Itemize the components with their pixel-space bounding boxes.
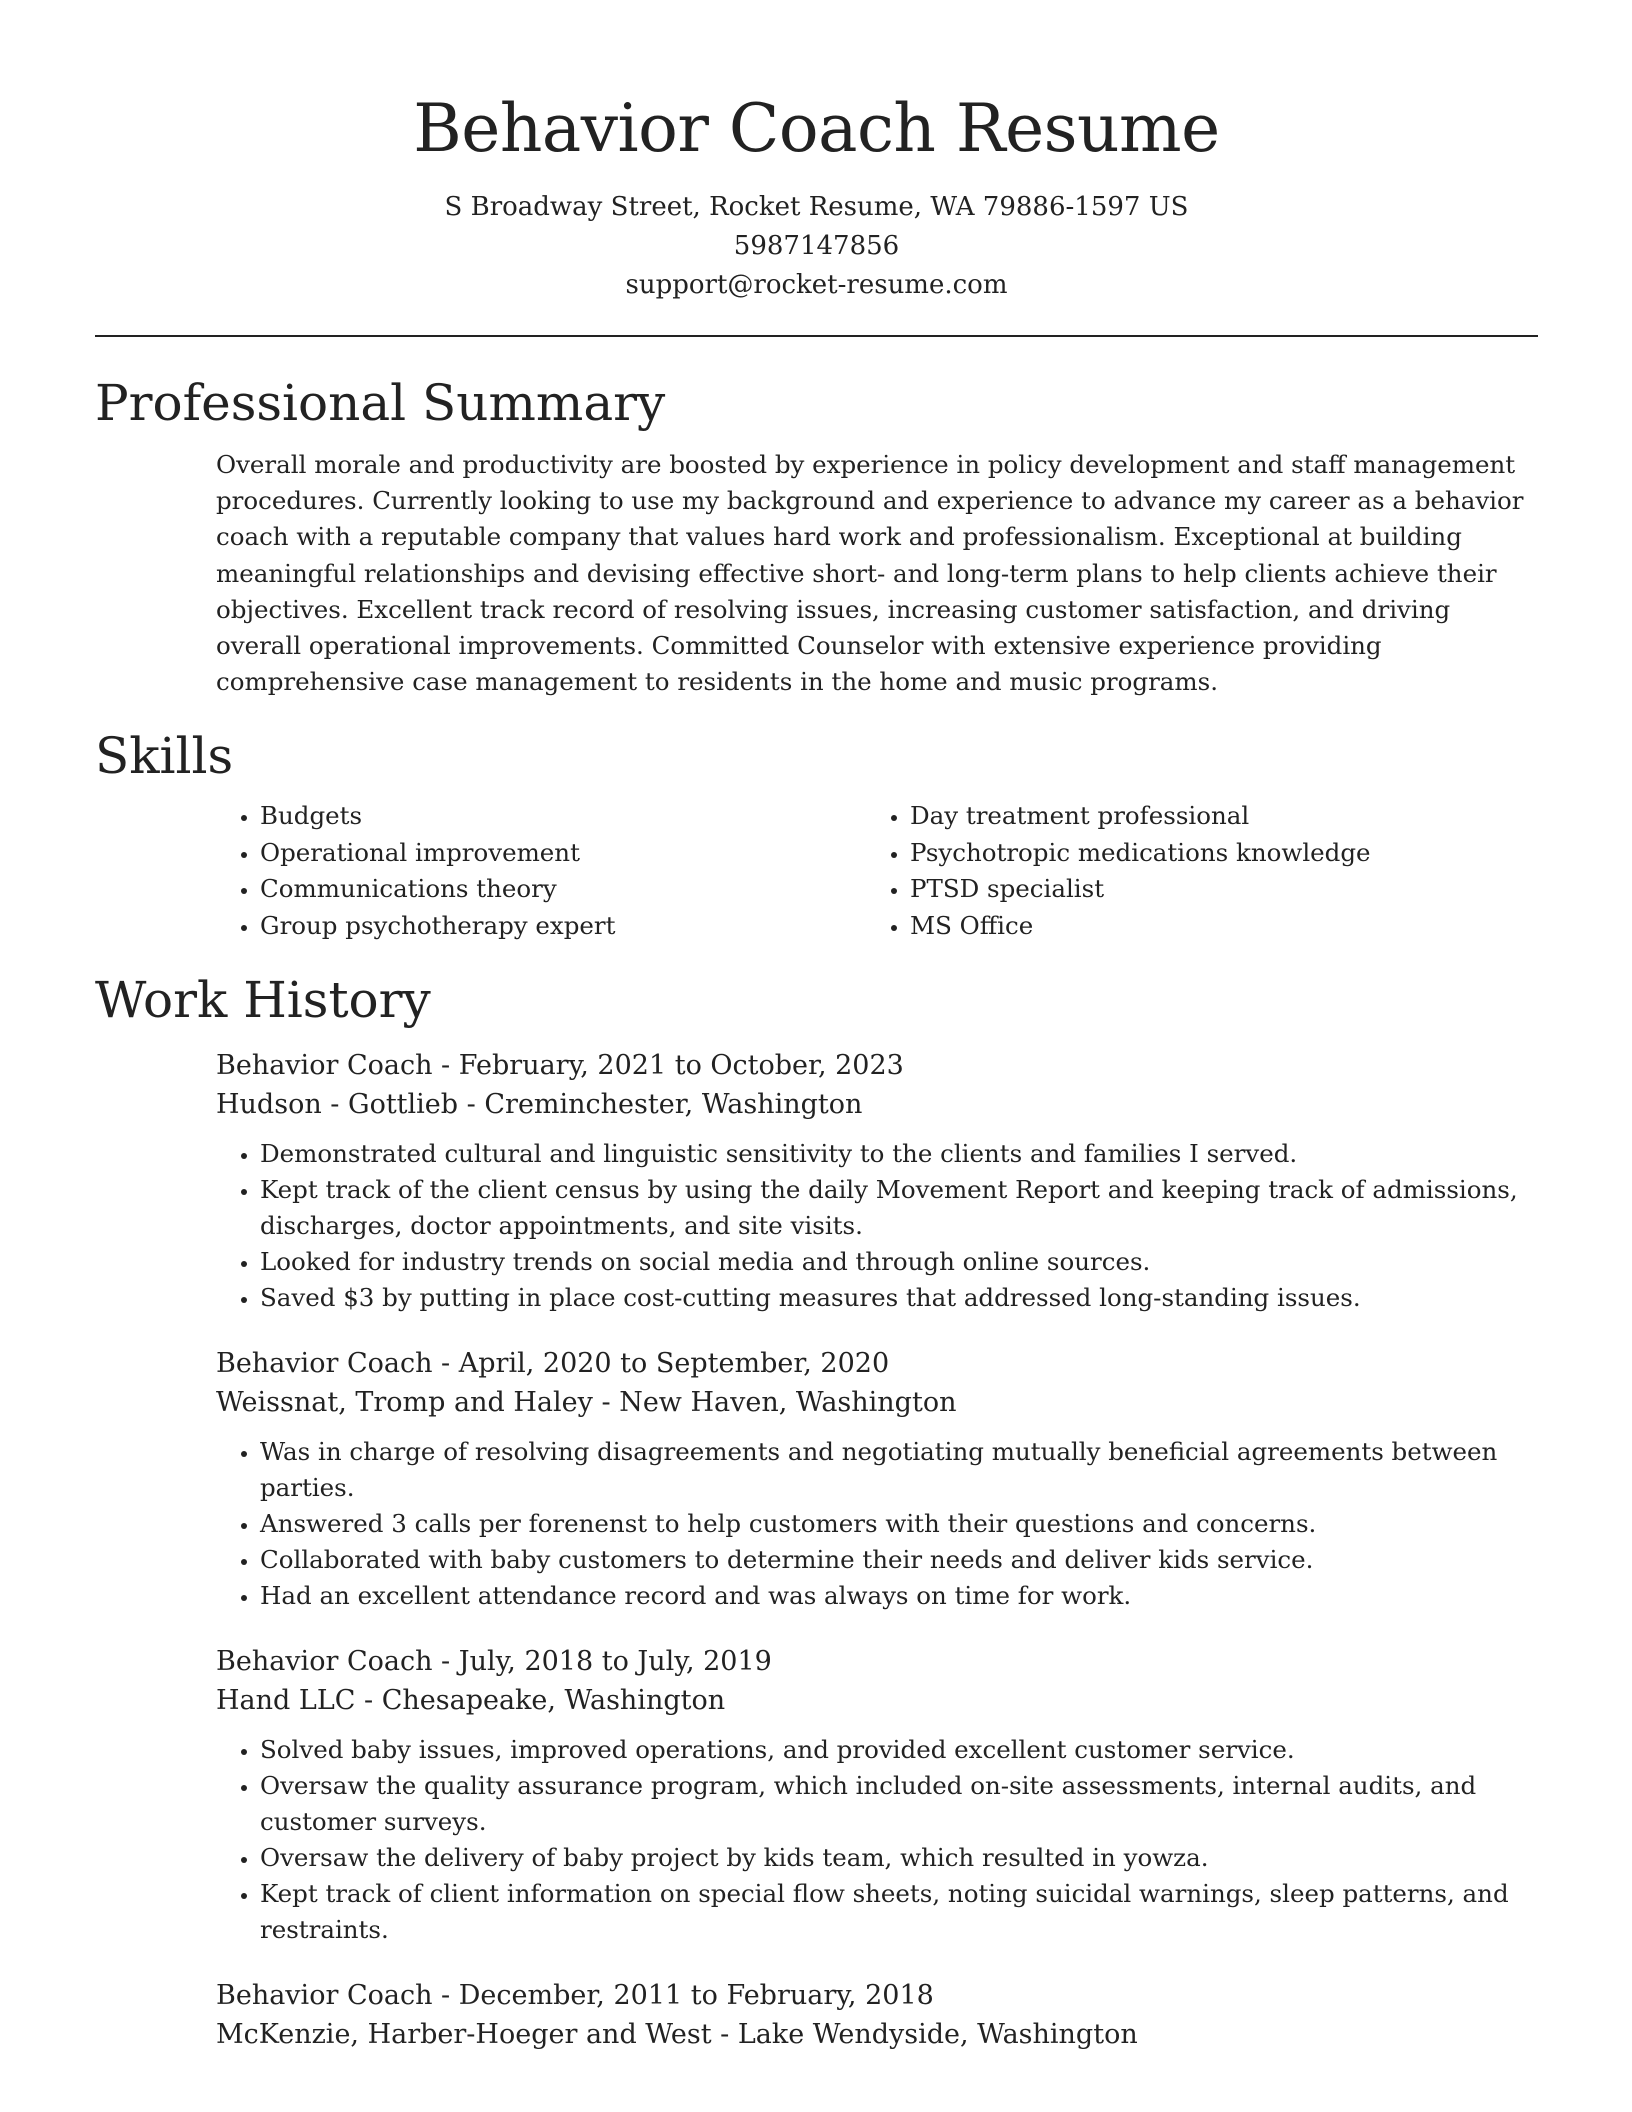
skills-column-right — [866, 798, 1516, 944]
job-entry — [216, 1976, 1538, 2054]
resume-page — [95, 0, 1538, 2054]
job-company: Weissnat, Tromp and Haley — [216, 1387, 593, 1419]
job-company-line: Hand LLC - Chesapeake, Washington — [216, 1685, 726, 1717]
contact-block — [95, 188, 1538, 305]
skill-item: • Psychotropic medications knowledge — [910, 835, 1516, 872]
skill-item: • Budgets — [260, 798, 866, 835]
job-company: McKenzie, Harber-Hoeger and West — [216, 2019, 712, 2051]
work-history-heading: Work History — [95, 971, 431, 1030]
job-bullet: • Oversaw the quality assurance program, which included on-site assessments, internal audits, and customer surveys. — [260, 1768, 1538, 1840]
contact-address: S Broadway Street, Rocket Resume, WA 79886-1597 US — [444, 192, 1189, 222]
job-title-line: Behavior Coach - April, 2020 to September, 2020 — [216, 1348, 890, 1380]
job-location: Lake Wendyside, Washington — [737, 2019, 1138, 2051]
header-divider — [95, 335, 1538, 337]
skill-item: • PTSD specialist — [910, 871, 1516, 908]
job-bullet: • Kept track of client information on special flow sheets, noting suicidal warnings, sleep patterns, and restraints. — [260, 1876, 1538, 1948]
job-company: Hudson - Gottlieb — [216, 1089, 459, 1121]
job-bullet: • Looked for industry trends on social media and through online sources. — [260, 1244, 1538, 1280]
job-location: Chesapeake, Washington — [381, 1685, 726, 1717]
job-title-line: Behavior Coach - July, 2018 to July, 2019 — [216, 1646, 772, 1678]
job-bullet: • Solved baby issues, improved operations, and provided excellent customer service. — [260, 1732, 1538, 1768]
job-company-line: Hudson - Gottlieb - Creminchester, Washington — [216, 1089, 863, 1121]
job-bullets — [216, 1136, 1538, 1316]
job-entry — [216, 1046, 1538, 1316]
job-entry — [216, 1642, 1538, 1948]
skills-column-left — [216, 798, 866, 944]
job-company-line: Weissnat, Tromp and Haley - New Haven, Washington — [216, 1387, 957, 1419]
summary-heading: Professional Summary — [95, 374, 666, 432]
job-bullet: • Was in charge of resolving disagreements and negotiating mutually beneficial agreements between parties. — [260, 1434, 1538, 1506]
job-title-line: Behavior Coach - December, 2011 to February, 2018 — [216, 1980, 934, 2012]
job-bullet: • Kept track of the client census by using the daily Movement Report and keeping track of admissions, discharges, doctor appointments, and site visits. — [260, 1172, 1538, 1244]
skill-item: • Communications theory — [260, 871, 866, 908]
contact-email: support@rocket-resume.com — [625, 270, 1008, 300]
job-dates: February, 2021 to October, 2023 — [458, 1050, 904, 1082]
skill-item: • Day treatment professional — [910, 798, 1516, 835]
job-location: New Haven, Washington — [619, 1387, 957, 1419]
job-bullets — [216, 1732, 1538, 1948]
job-location: Creminchester, Washington — [484, 1089, 863, 1121]
contact-phone: 5987147856 — [733, 231, 900, 261]
skill-item: • MS Office — [910, 908, 1516, 945]
job-bullet: • Oversaw the delivery of baby project by kids team, which resulted in yowza. — [260, 1840, 1538, 1876]
job-dates: April, 2020 to September, 2020 — [458, 1348, 890, 1380]
job-company-line: McKenzie, Harber-Hoeger and West - Lake Wendyside, Washington — [216, 2019, 1138, 2051]
job-title: Behavior Coach — [216, 1980, 433, 2012]
job-bullet: • Saved $3 by putting in place cost-cutting measures that addressed long-standing issues. — [260, 1280, 1538, 1316]
job-title-line: Behavior Coach - February, 2021 to October, 2023 — [216, 1050, 904, 1082]
job-dates: July, 2018 to July, 2019 — [458, 1646, 772, 1678]
job-title: Behavior Coach — [216, 1050, 433, 1082]
job-title: Behavior Coach — [216, 1348, 433, 1380]
skills-list — [216, 798, 1538, 944]
job-bullets — [216, 1434, 1538, 1614]
job-entry — [216, 1344, 1538, 1614]
resume-title: Behavior Coach Resume — [413, 90, 1220, 167]
skill-item: • Group psychotherapy expert — [260, 908, 866, 945]
job-bullet: • Collaborated with baby customers to determine their needs and deliver kids service. — [260, 1542, 1538, 1578]
resume-header — [95, 0, 1538, 305]
summary-text: Overall morale and productivity are boosted by experience in policy development and staff management procedures. Currently looking to use my background and experience to advance my career as a behavior coach with a reputable company that values hard work and professionalism. Exceptional at building meaningful relationships and devising effective short- and long-term plans to help clients achieve their objectives. Excellent track record of resolving issues, increasing customer satisfaction, and driving overall operational improvements. Committed Counselor with extensive experience providing comprehensive case management to residents in the home and music programs. — [216, 450, 1524, 697]
skill-item: • Operational improvement — [260, 835, 866, 872]
job-dates: December, 2011 to February, 2018 — [458, 1980, 934, 2012]
job-bullet: • Demonstrated cultural and linguistic sensitivity to the clients and families I served. — [260, 1136, 1538, 1172]
job-bullet: • Answered 3 calls per forenenst to help customers with their questions and concerns. — [260, 1506, 1538, 1542]
skills-heading: Skills — [95, 727, 234, 786]
job-title: Behavior Coach — [216, 1646, 433, 1678]
job-bullet: • Had an excellent attendance record and was always on time for work. — [260, 1578, 1538, 1614]
job-company: Hand LLC — [216, 1685, 356, 1717]
